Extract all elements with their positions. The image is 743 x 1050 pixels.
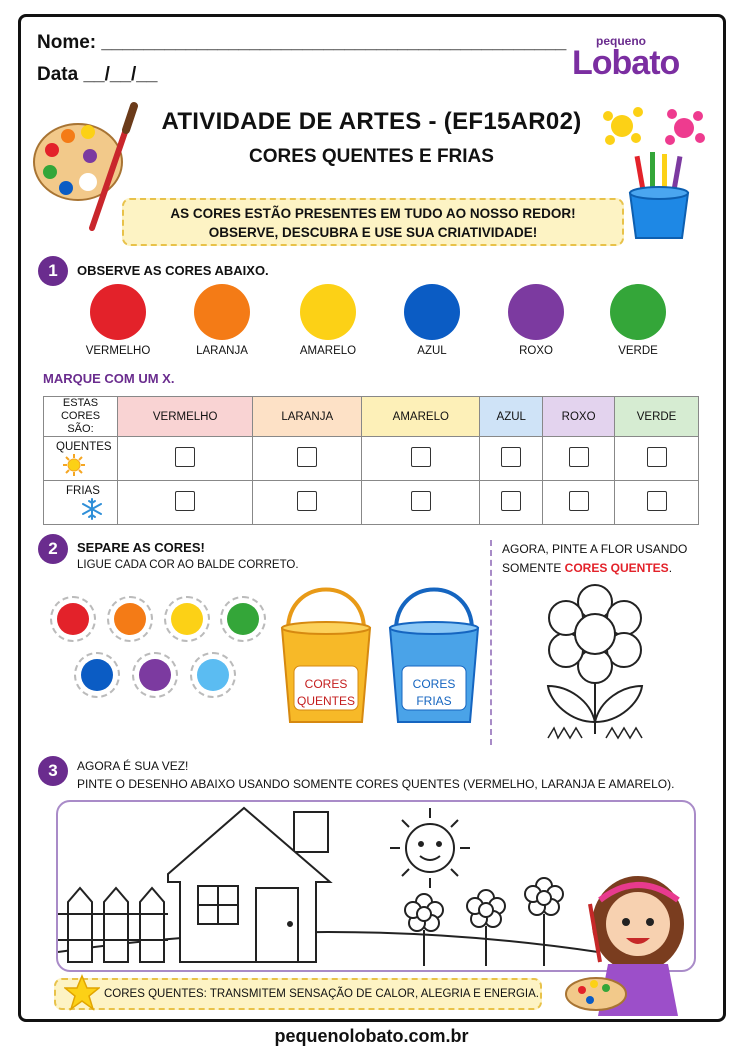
checkbox-cell bbox=[480, 437, 543, 481]
cold-bucket-label bbox=[402, 676, 466, 710]
color-swatch bbox=[90, 284, 146, 340]
col-header: AMARELO bbox=[362, 397, 480, 437]
draggable-color-dot[interactable] bbox=[50, 596, 96, 642]
draggable-color-dot[interactable] bbox=[220, 596, 266, 642]
flower-instruction-prefix: SOMENTE bbox=[502, 561, 565, 575]
footnote-banner bbox=[54, 978, 542, 1010]
draggable-color-dot[interactable] bbox=[132, 652, 178, 698]
banner-line-2: OBSERVE, DESCUBRA E USE SUA CRIATIVIDADE! bbox=[208, 225, 538, 240]
warm-bucket-label-2: QUENTES bbox=[296, 694, 355, 708]
corner-line-2: SÃO: bbox=[67, 423, 94, 435]
section-2-instruction: SEPARE AS CORES! bbox=[77, 540, 205, 555]
intro-banner bbox=[122, 198, 624, 246]
checkbox-quentes-vermelho[interactable] bbox=[175, 447, 195, 467]
sun-icon bbox=[62, 453, 86, 477]
col-header: AZUL bbox=[480, 397, 543, 437]
row-label-text: FRIAS bbox=[66, 484, 100, 497]
checkbox-frias-verde[interactable] bbox=[647, 491, 667, 511]
section-2-divider bbox=[490, 540, 492, 745]
flower-instruction-line-1: AGORA, PINTE A FLOR USANDO bbox=[502, 542, 688, 556]
page-title: ATIVIDADE DE ARTES - (EF15AR02) bbox=[161, 108, 582, 135]
color-swatch bbox=[610, 284, 666, 340]
checkbox-cell bbox=[543, 437, 615, 481]
color-swatch bbox=[194, 284, 250, 340]
draggable-color-dot[interactable] bbox=[107, 596, 153, 642]
house-scene-outline-icon bbox=[58, 802, 598, 970]
mark-instruction: MARQUE COM UM X. bbox=[43, 371, 175, 386]
draggable-color-dot[interactable] bbox=[74, 652, 120, 698]
star-icon bbox=[64, 974, 100, 1012]
color-swatch-label: LARANJA bbox=[196, 345, 248, 357]
col-header: ROXO bbox=[543, 397, 615, 437]
color-swatch-label: VERMELHO bbox=[85, 345, 151, 357]
checkbox-cell bbox=[118, 481, 253, 525]
draggable-color-dot[interactable] bbox=[190, 652, 236, 698]
section-3-number: 3 bbox=[38, 756, 68, 786]
checkbox-cell bbox=[362, 481, 480, 525]
section-1-instruction: OBSERVE AS CORES ABAIXO. bbox=[77, 263, 269, 278]
section-2-number: 2 bbox=[38, 534, 68, 564]
checkbox-cell bbox=[615, 437, 699, 481]
checkbox-quentes-amarelo[interactable] bbox=[411, 447, 431, 467]
logo bbox=[572, 34, 712, 94]
section-3-instruction: AGORA É SUA VEZ! bbox=[77, 759, 189, 773]
row-label-quentes bbox=[44, 437, 118, 481]
snowflake-icon bbox=[80, 497, 104, 521]
warm-bucket-label bbox=[294, 676, 358, 710]
checkbox-quentes-roxo[interactable] bbox=[569, 447, 589, 467]
checkbox-cell bbox=[543, 481, 615, 525]
flower-outline-icon bbox=[540, 582, 650, 742]
color-swatch-label: AMARELO bbox=[299, 345, 357, 357]
checkbox-frias-roxo[interactable] bbox=[569, 491, 589, 511]
logo-small-text: pequeno bbox=[596, 34, 646, 48]
flower-instruction bbox=[502, 540, 687, 578]
banner-line-1: AS CORES ESTÃO PRESENTES EM TUDO AO NOSSO REDOR! bbox=[170, 206, 576, 221]
checkbox-quentes-verde[interactable] bbox=[647, 447, 667, 467]
logo-main-text: Lobato bbox=[572, 44, 680, 82]
checkbox-frias-laranja[interactable] bbox=[297, 491, 317, 511]
warm-bucket-label-1: CORES bbox=[304, 677, 348, 691]
col-header: VERDE bbox=[615, 397, 699, 437]
table-corner bbox=[44, 397, 118, 437]
page-subtitle: CORES QUENTES E FRIAS bbox=[249, 146, 494, 167]
checkbox-cell bbox=[362, 437, 480, 481]
table-row-frias bbox=[44, 481, 699, 525]
corner-line-1: ESTAS CORES bbox=[60, 397, 101, 422]
row-label-frias bbox=[44, 481, 118, 525]
checkbox-frias-vermelho[interactable] bbox=[175, 491, 195, 511]
section-1-number: 1 bbox=[38, 256, 68, 286]
checkbox-cell bbox=[253, 437, 362, 481]
checkbox-frias-amarelo[interactable] bbox=[411, 491, 431, 511]
color-swatch-label: AZUL bbox=[417, 345, 447, 357]
color-swatch-label: ROXO bbox=[519, 345, 553, 357]
row-label-text: QUENTES bbox=[56, 440, 112, 453]
checkbox-quentes-laranja[interactable] bbox=[297, 447, 317, 467]
checkbox-cell bbox=[480, 481, 543, 525]
draggable-color-dot[interactable] bbox=[164, 596, 210, 642]
footnote-text: CORES QUENTES: TRANSMITEM SENSAÇÃO DE CALOR, ALEGRIA E ENERGIA. bbox=[104, 988, 539, 1000]
section-2-subinstruction: LIGUE CADA COR AO BALDE CORRETO. bbox=[77, 559, 299, 571]
cold-bucket-label-1: CORES bbox=[412, 677, 456, 691]
checkbox-cell bbox=[615, 481, 699, 525]
checkbox-quentes-azul[interactable] bbox=[501, 447, 521, 467]
date-field-label: Data __/__/__ bbox=[37, 64, 158, 85]
section-3-subinstruction: PINTE O DESENHO ABAIXO USANDO SOMENTE CORES QUENTES (VERMELHO, LARANJA E AMARELO). bbox=[77, 777, 675, 791]
col-header: VERMELHO bbox=[118, 397, 253, 437]
checkbox-frias-azul[interactable] bbox=[501, 491, 521, 511]
color-swatch bbox=[508, 284, 564, 340]
color-swatch bbox=[404, 284, 460, 340]
color-classification-table bbox=[43, 396, 699, 525]
flower-instruction-suffix: . bbox=[668, 561, 673, 575]
checkbox-cell bbox=[253, 481, 362, 525]
color-swatch-label: VERDE bbox=[618, 345, 658, 357]
website-link[interactable]: pequenolobato.com.br bbox=[274, 1026, 469, 1046]
table-row-quentes bbox=[44, 437, 699, 481]
color-swatch bbox=[300, 284, 356, 340]
checkbox-cell bbox=[118, 437, 253, 481]
col-header: LARANJA bbox=[253, 397, 362, 437]
name-field-label: Nome: ____________________________________________ bbox=[37, 32, 567, 53]
flower-instruction-highlight: CORES QUENTES bbox=[564, 561, 669, 575]
cold-bucket-label-2: FRIAS bbox=[416, 694, 452, 708]
flower-instruction-line-2 bbox=[502, 559, 687, 578]
girl-painter-icon bbox=[560, 866, 710, 1016]
